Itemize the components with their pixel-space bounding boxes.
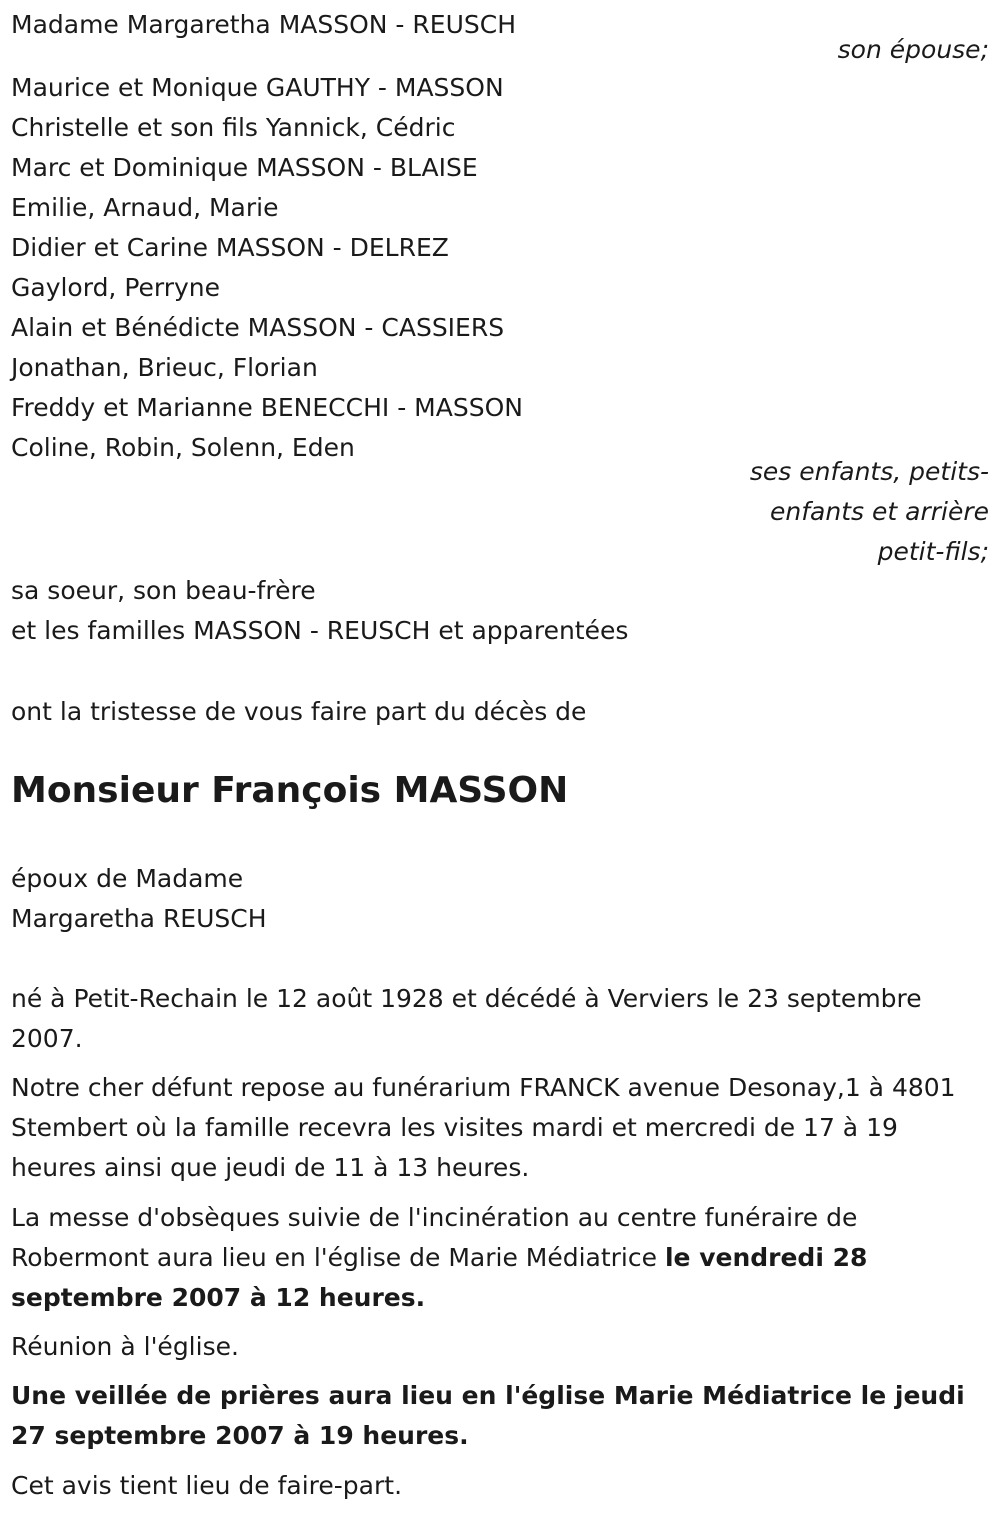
children-line: Coline, Robin, Solenn, Eden — [11, 433, 355, 462]
husband-of-line: Margaretha REUSCH — [11, 904, 267, 933]
children-role-line: ses enfants, petits- — [749, 457, 989, 486]
announcement: ont la tristesse de vous faire part du décès de — [11, 697, 587, 726]
birth-death-paragraph: né à Petit-Rechain le 12 août 1928 et décédé à Verviers le 23 septembre 2007. — [11, 984, 922, 1053]
funeral-date: le vendredi 28 septembre 2007 à 12 heures. — [11, 1243, 868, 1312]
children-role-line: petit-fils; — [877, 537, 989, 566]
funeral-text: La messe d'obsèques suivie de l'incinération au centre funéraire de Robermont aura lieu en l'église de Marie Médiatrice — [11, 1203, 858, 1272]
spouse-role: son épouse; — [837, 35, 989, 64]
children-line: Jonathan, Brieuc, Florian — [11, 353, 318, 382]
funeral-paragraph — [11, 1198, 989, 1318]
husband-of-line: époux de Madame — [11, 864, 244, 893]
children-line: Gaylord, Perryne — [11, 273, 221, 302]
vigil-paragraph: Une veillée de prières aura lieu en l'église Marie Médiatrice le jeudi 27 septembre 2007 à 19 heures. — [11, 1381, 965, 1450]
closing-paragraph: Cet avis tient lieu de faire-part. — [11, 1471, 403, 1500]
sibling-line: et les familles MASSON - REUSCH et apparentées — [11, 616, 629, 645]
children-line: Freddy et Marianne BENECCHI - MASSON — [11, 393, 523, 422]
spouse-line: Madame Margaretha MASSON - REUSCH — [11, 10, 516, 39]
children-line: Emilie, Arnaud, Marie — [11, 193, 279, 222]
meeting-paragraph: Réunion à l'église. — [11, 1332, 239, 1361]
children-role-line: enfants et arrière — [770, 497, 989, 526]
children-line: Maurice et Monique GAUTHY - MASSON — [11, 73, 504, 102]
deceased-name: Monsieur François MASSON — [11, 770, 569, 811]
children-line: Alain et Bénédicte MASSON - CASSIERS — [11, 313, 505, 342]
children-line: Marc et Dominique MASSON - BLAISE — [11, 153, 478, 182]
children-line: Didier et Carine MASSON - DELREZ — [11, 233, 449, 262]
children-line: Christelle et son fils Yannick, Cédric — [11, 113, 456, 142]
sibling-line: sa soeur, son beau-frère — [11, 576, 316, 605]
visitation-paragraph: Notre cher défunt repose au funérarium FRANCK avenue Desonay,1 à 4801 Stembert où la famille recevra les visites mardi et mercredi de 17 à 19 heures ainsi que jeudi de 11 à 13 heures. — [11, 1073, 956, 1182]
